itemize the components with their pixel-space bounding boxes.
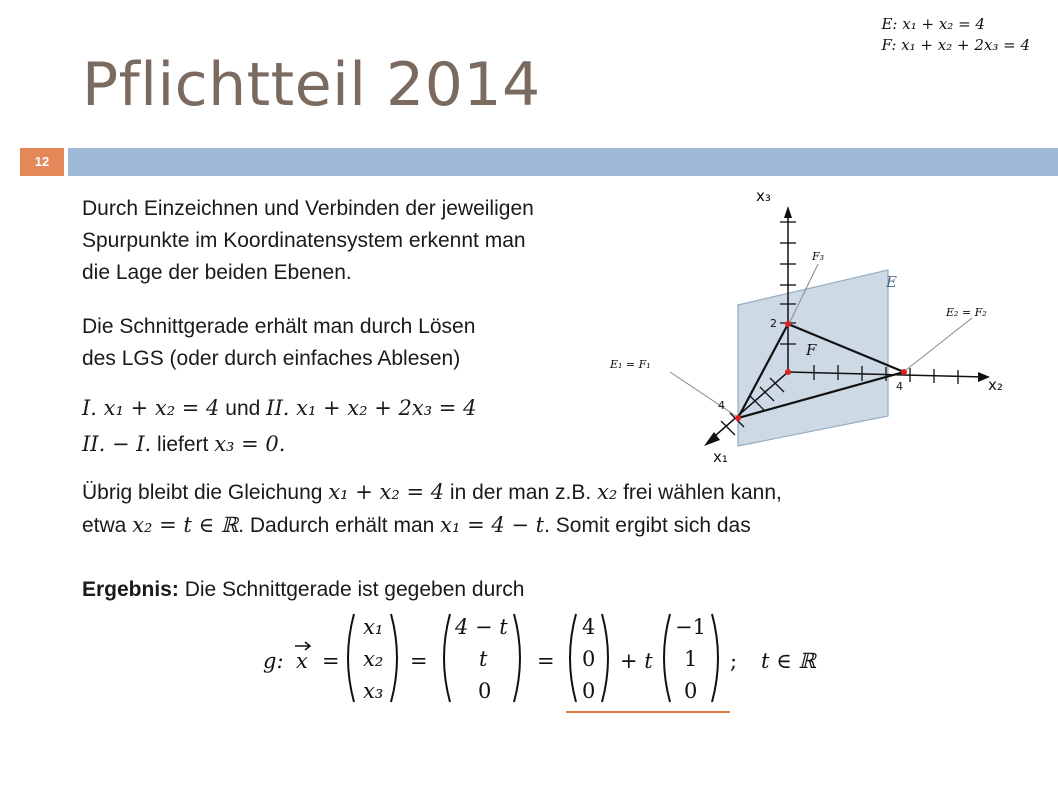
paren-left bbox=[348, 614, 354, 702]
formula-equals: = bbox=[537, 649, 555, 673]
vec4-entry: −1 bbox=[675, 615, 706, 639]
label-E1-F1: E₁ = F₁ bbox=[610, 358, 651, 371]
leader-E1F1 bbox=[670, 372, 736, 416]
equation-II: II. x₁ + x₂ + 2x₃ = 4 bbox=[266, 396, 477, 420]
formula-plus-t: + t bbox=[620, 649, 653, 673]
text-line: des LGS (oder durch einfaches Ablesen) bbox=[82, 347, 461, 370]
text-line: die Lage der beiden Ebenen. bbox=[82, 261, 352, 284]
vec2-entry: 4 − t bbox=[455, 615, 508, 639]
axis-x2-label: x₂ bbox=[988, 376, 1003, 394]
paren-right bbox=[514, 614, 520, 702]
connector-liefert: liefert bbox=[151, 433, 215, 456]
formula-equals: = bbox=[410, 649, 428, 673]
equation-system-line bbox=[82, 392, 476, 425]
connector-und: und bbox=[219, 397, 267, 420]
text-span: . Dadurch erhält man bbox=[238, 514, 441, 537]
paren-left bbox=[444, 614, 450, 702]
tick-label-4-x2: 4 bbox=[896, 380, 903, 393]
vec4-entry: 0 bbox=[684, 679, 698, 703]
tick-label-2: 2 bbox=[770, 317, 777, 330]
text-line bbox=[82, 476, 1042, 509]
text-line bbox=[82, 509, 1042, 542]
text-span: etwa bbox=[82, 514, 133, 537]
leader-E2F2 bbox=[906, 318, 972, 370]
page-number-badge: 12 bbox=[20, 148, 64, 176]
equation-E: E: x₁ + x₂ = 4 bbox=[881, 15, 985, 33]
vec4-entry: 1 bbox=[684, 647, 698, 671]
formula-g: g: bbox=[263, 649, 284, 673]
text-span: frei wählen kann, bbox=[617, 481, 782, 504]
axis-x3-arrowhead bbox=[784, 206, 792, 218]
label-E2-F2: E₂ = F₂ bbox=[946, 306, 987, 319]
paragraph-lgs bbox=[82, 311, 475, 375]
result-underline bbox=[566, 711, 730, 713]
plane-equations bbox=[881, 14, 1030, 56]
label-F3: F₃ bbox=[812, 250, 825, 263]
equation-F: F: x₁ + x₂ + 2x₃ = 4 bbox=[881, 36, 1030, 54]
origin-point bbox=[785, 369, 791, 375]
vec3-entry: 0 bbox=[582, 647, 596, 671]
result-text: Die Schnittgerade ist gegeben durch bbox=[178, 578, 525, 601]
formula-x-vector: x bbox=[296, 649, 308, 673]
paren-right bbox=[391, 614, 397, 702]
vec3-entry: 4 bbox=[582, 615, 596, 639]
vec1-entry: x₂ bbox=[363, 647, 384, 671]
text-line: Spurpunkte im Koordinatensystem erkennt man bbox=[82, 229, 526, 252]
paren-left bbox=[664, 614, 670, 702]
equation-I: I. x₁ + x₂ = 4 bbox=[82, 396, 220, 420]
coordinate-diagram bbox=[600, 180, 1045, 470]
vec2-entry: t bbox=[479, 647, 488, 671]
header-bar bbox=[68, 148, 1058, 176]
axis-x3-label: x₃ bbox=[756, 187, 771, 205]
formula-t-in-R: t ∈ ℝ bbox=[761, 649, 816, 673]
page-title: Pflichtteil 2014 bbox=[82, 50, 541, 120]
formula-equals: = bbox=[322, 649, 340, 673]
formula-semicolon: ; bbox=[730, 649, 738, 673]
equation-x3: x₃ = 0. bbox=[214, 432, 286, 456]
paragraph-parameter bbox=[82, 476, 1042, 542]
text-span: in der man z.B. bbox=[444, 481, 597, 504]
paragraph-intro bbox=[82, 193, 682, 289]
vec2-entry: 0 bbox=[478, 679, 492, 703]
math-span: x₂ = t ∈ ℝ bbox=[132, 513, 239, 537]
axis-x1-label: x₁ bbox=[713, 448, 728, 466]
paren-right bbox=[602, 614, 608, 702]
equation-result-line bbox=[82, 428, 285, 461]
equation-difference: II. − I. bbox=[82, 432, 152, 456]
result-line bbox=[82, 574, 524, 606]
text-span: Übrig bleibt die Gleichung bbox=[82, 481, 329, 504]
paren-right bbox=[712, 614, 718, 702]
text-span: . Somit ergibt sich das bbox=[544, 514, 751, 537]
vec1-entry: x₁ bbox=[363, 615, 384, 639]
result-label: Ergebnis: bbox=[82, 578, 179, 601]
paren-left bbox=[570, 614, 576, 702]
math-span: x₂ bbox=[597, 480, 618, 504]
text-line: Die Schnittgerade erhält man durch Lösen bbox=[82, 315, 476, 338]
math-span: x₁ + x₂ = 4 bbox=[328, 480, 445, 504]
label-F: F bbox=[806, 341, 817, 359]
vec1-entry: x₃ bbox=[363, 679, 384, 703]
tick-label-4-x1: 4 bbox=[718, 399, 725, 412]
math-span: x₁ = 4 − t bbox=[440, 513, 545, 537]
line-equation-formula bbox=[250, 608, 850, 713]
text-line: Durch Einzeichnen und Verbinden der jeweiligen bbox=[82, 197, 534, 220]
vec3-entry: 0 bbox=[582, 679, 596, 703]
label-E: E bbox=[886, 273, 897, 291]
